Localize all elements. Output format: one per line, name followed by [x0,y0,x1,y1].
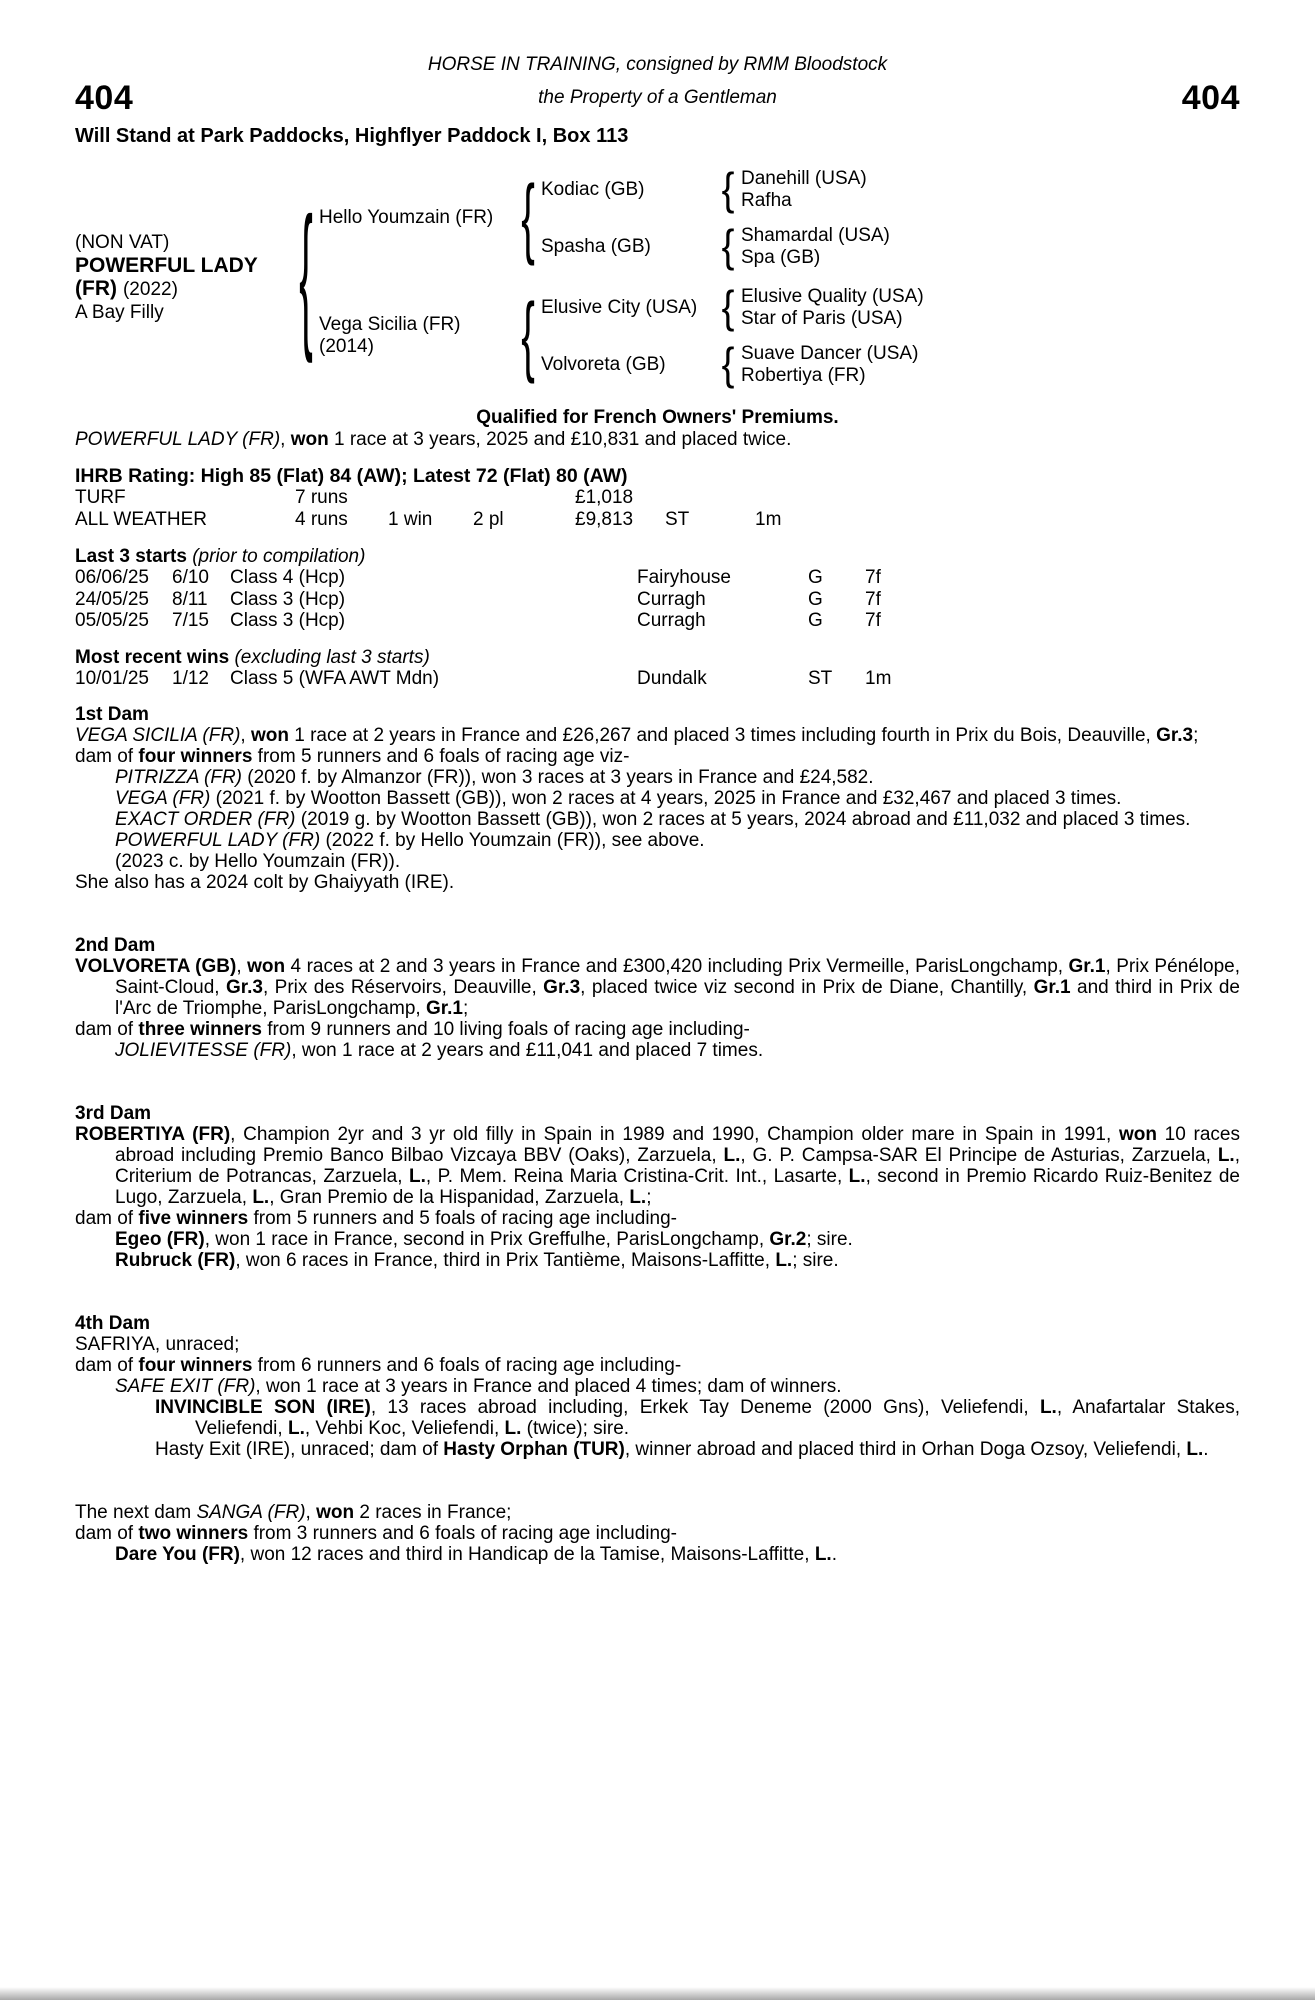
pedigree-brace-sire-granddam: { [721,222,735,271]
pedigree-brace-dam: { [521,286,535,386]
pedigree-brace-sire: { [521,168,535,268]
start-distance: 7f [865,567,881,588]
consignment-line: HORSE IN TRAINING, consigned by RMM Bloodstock [427,54,888,75]
start-going: G [808,610,823,631]
second-dam-produce-intro: dam of three winners from 9 runners and 10 living foals of racing age including- [75,1019,750,1040]
produce-para: POWERFUL LADY (FR) (2022 f. by Hello Youmzain (FR)), see above. [115,830,705,851]
produce-para: Rubruck (FR), won 6 races in France, third in Prix Tantième, Maisons-Laffitte, L.; sire. [115,1250,839,1271]
dam-heading-3: 3rd Dam [75,1103,152,1124]
win-position: 1/12 [172,667,209,689]
pedigree-brace-main: { [299,188,313,366]
produce-para: SAFE EXIT (FR), won 1 race at 3 years in France and placed 4 times; dam of winners. [115,1376,842,1397]
dam-branch [319,280,924,392]
record-surface: ALL WEATHER [75,509,207,530]
dam-heading-1: 1st Dam [75,704,149,725]
start-course: Curragh [637,588,706,610]
first-dam-produce-intro: dam of four winners from 5 runners and 6 foals of racing age viz- [75,746,630,767]
dam-heading-2: 2nd Dam [75,935,156,956]
sire-name: Hello Youmzain (FR) [319,207,494,228]
next-dam-para: The next dam SANGA (FR), won 2 races in France; [75,1502,512,1523]
start-race: Class 3 (Hcp) [230,610,346,631]
record-going [665,487,755,509]
record-runs: 4 runs [295,509,348,530]
start-date: 06/06/25 [75,567,149,588]
record-earnings: £9,813 [575,509,634,530]
great-grandparent-name: Robertiya (FR) [741,364,866,386]
produce-para: EXACT ORDER (FR) (2019 g. by Wootton Bassett (GB)), won 2 races at 5 years, 2024 abroad and £11,032 and placed 3 times. [115,809,1191,830]
recent-wins-heading: Most recent wins (excluding last 3 starts) [75,646,430,668]
win-going: ST [808,667,833,689]
page-bottom-edge [0,1987,1315,2000]
start-course: Curragh [637,610,706,631]
record-distance [755,487,1240,509]
great-grandparent-name: Star of Paris (USA) [741,307,903,329]
horse-name: POWERFUL LADY [75,253,258,277]
property-line: the Property of a Gentleman [538,87,777,108]
great-grandparent-name: Spa (GB) [741,246,821,268]
record-wins [388,487,473,509]
lot-number-right: 404 [1181,79,1240,117]
great-grandparent-name: Rafha [741,189,792,211]
sire-branch [319,162,924,274]
start-race: Class 3 (Hcp) [230,588,346,610]
record-distance: 1m [755,509,782,530]
stand-location-line: Will Stand at Park Paddocks, Highflyer Paddock I, Box 113 [75,125,629,147]
recent-wins-table [75,668,1240,690]
horse-year: (2022) [122,278,178,300]
third-dam-para: ROBERTIYA (FR), Champion 2yr and 3 yr old filly in Spain in 1989 and 1990, Champion older mare in Spain in 1991, won 10 races abroad including Premio Banco Bilbao Vizcaya BBV (Oaks), Zarzuela, L., G. P. Campsa-SAR El Principe de Asturias, Zarzuela, L., Criterium de Potrancas, Zarzuela, L., P. Mem. Reina Maria Cristina-Crit. Int., Lasarte, L., second in Premio Ricardo Ruiz-Benitez de Lugo, Zarzuela, L., Gran Premio de la Hispanidad, Zarzuela, L.; [75,1124,1240,1208]
win-course: Dundalk [637,667,707,689]
lot-row [75,80,1240,116]
pedigree-brace-granddam: { [721,340,735,389]
first-dam-para: VEGA SICILIA (FR), won 1 race at 2 years in France and £26,267 and placed 3 times including fourth in Prix du Bois, Deauville, Gr.3; [75,725,1199,746]
produce-para: VEGA (FR) (2021 f. by Wootton Bassett (GB)), won 2 races at 4 years, 2025 in France and £32,467 and placed 3 times. [115,788,1122,809]
start-distance: 7f [865,588,881,610]
lot-number-left: 404 [75,79,134,117]
start-course: Fairyhouse [637,567,731,588]
horse-info-block [75,231,293,324]
granddam-name: Volvoreta (GB) [541,353,666,375]
damsire-name: Elusive City (USA) [541,296,698,318]
grandsire-name: Kodiac (GB) [541,178,645,200]
start-race: Class 4 (Hcp) [230,567,346,588]
third-dam-produce-intro: dam of five winners from 5 runners and 5 foals of racing age including- [75,1208,678,1229]
non-vat-label: (NON VAT) [75,231,170,253]
fourth-dam-para: SAFRIYA, unraced; [75,1334,240,1355]
produce-para: (2023 c. by Hello Youmzain (FR)). [115,851,401,872]
start-position: 7/15 [172,610,209,631]
horse-suffix: (FR) [75,276,117,300]
start-date: 24/05/25 [75,588,149,610]
record-earnings: £1,018 [575,487,634,508]
start-going: G [808,567,823,588]
produce-para: Dare You (FR), won 12 races and third in Handicap de la Tamise, Maisons-Laffitte, L.. [115,1544,837,1565]
second-dam-para: VOLVORETA (GB), won 4 races at 2 and 3 years in France and £300,420 including Prix Vermeille, ParisLongchamp, Gr.1, Prix Pénélope, Saint-Cloud, Gr.3, Prix des Réservoirs, Deauville, Gr.3, placed twice viz second in Prix de Diane, Chantilly, Gr.1 and third in Prix de l'Arc de Triomphe, ParisLongchamp, Gr.1; [75,956,1240,1019]
next-dam-produce-intro: dam of two winners from 3 runners and 6 foals of racing age including- [75,1523,677,1544]
pedigree-tree [75,162,1240,392]
last-starts-table [75,567,1240,632]
last-starts-heading: Last 3 starts (prior to compilation) [75,546,366,567]
record-runs: 7 runs [295,487,348,508]
start-position: 6/10 [172,567,209,588]
pedigree-text-sections [75,704,1240,1565]
great-grandparent-name: Suave Dancer (USA) [741,342,919,364]
also-has-note: She also has a 2024 colt by Ghaiyyath (IRE). [75,872,455,893]
rating-line: IHRB Rating: High 85 (Flat) 84 (AW); Latest 72 (Flat) 80 (AW) [75,465,628,487]
horse-description: A Bay Filly [75,301,164,323]
great-grandparent-name: Elusive Quality (USA) [741,285,924,307]
win-race: Class 5 (WFA AWT Mdn) [230,667,440,689]
record-table [75,487,1240,531]
great-grandparent-name: Danehill (USA) [741,167,867,189]
record-surface: TURF [75,487,126,508]
start-going: G [808,588,823,610]
start-distance: 7f [865,610,881,631]
dam-year: (2014) [319,336,374,357]
fourth-dam-produce-intro: dam of four winners from 6 runners and 6 foals of racing age including- [75,1355,682,1376]
record-going: ST [665,509,690,530]
produce-para: Egeo (FR), won 1 race in France, second in Prix Greffulhe, ParisLongchamp, Gr.2; sire. [115,1229,853,1250]
start-position: 8/11 [172,588,208,610]
win-date: 10/01/25 [75,667,149,689]
dam-name: Vega Sicilia (FR) (2014) [319,314,515,358]
win-distance: 1m [865,667,892,689]
record-places: 2 pl [473,509,504,530]
produce-para: PITRIZZA (FR) (2020 f. by Almanzor (FR)), won 3 races at 3 years in France and £24,582. [115,767,874,788]
produce-para: JOLIEVITESSE (FR), won 1 race at 2 years and £11,041 and placed 7 times. [115,1040,764,1061]
sire-granddam-name: Spasha (GB) [541,235,651,257]
pedigree-brace-damsire: { [721,283,735,332]
produce-para: INVINCIBLE SON (IRE), 13 races abroad including, Erkek Tay Deneme (2000 Gns), Veliefendi, L., Anafartalar Stakes, Veliefendi, L., Vehbi Koc, Veliefendi, L. (twice); sire. [155,1397,1240,1439]
start-date: 05/05/25 [75,610,149,631]
produce-para: Hasty Exit (IRE), unraced; dam of Hasty Orphan (TUR), winner abroad and placed third in Orhan Doga Ozsoy, Veliefendi, L.. [155,1439,1209,1460]
pedigree-brace-grandsire: { [721,165,735,214]
record-wins: 1 win [388,509,433,530]
record-places [473,487,575,509]
premium-qualification-line: Qualified for French Owners' Premiums. [476,407,839,428]
race-record-summary: POWERFUL LADY (FR), won 1 race at 3 years, 2025 and £10,831 and placed twice. [75,429,792,450]
dam-heading-4: 4th Dam [75,1313,150,1334]
great-grandparent-name: Shamardal (USA) [741,224,890,246]
